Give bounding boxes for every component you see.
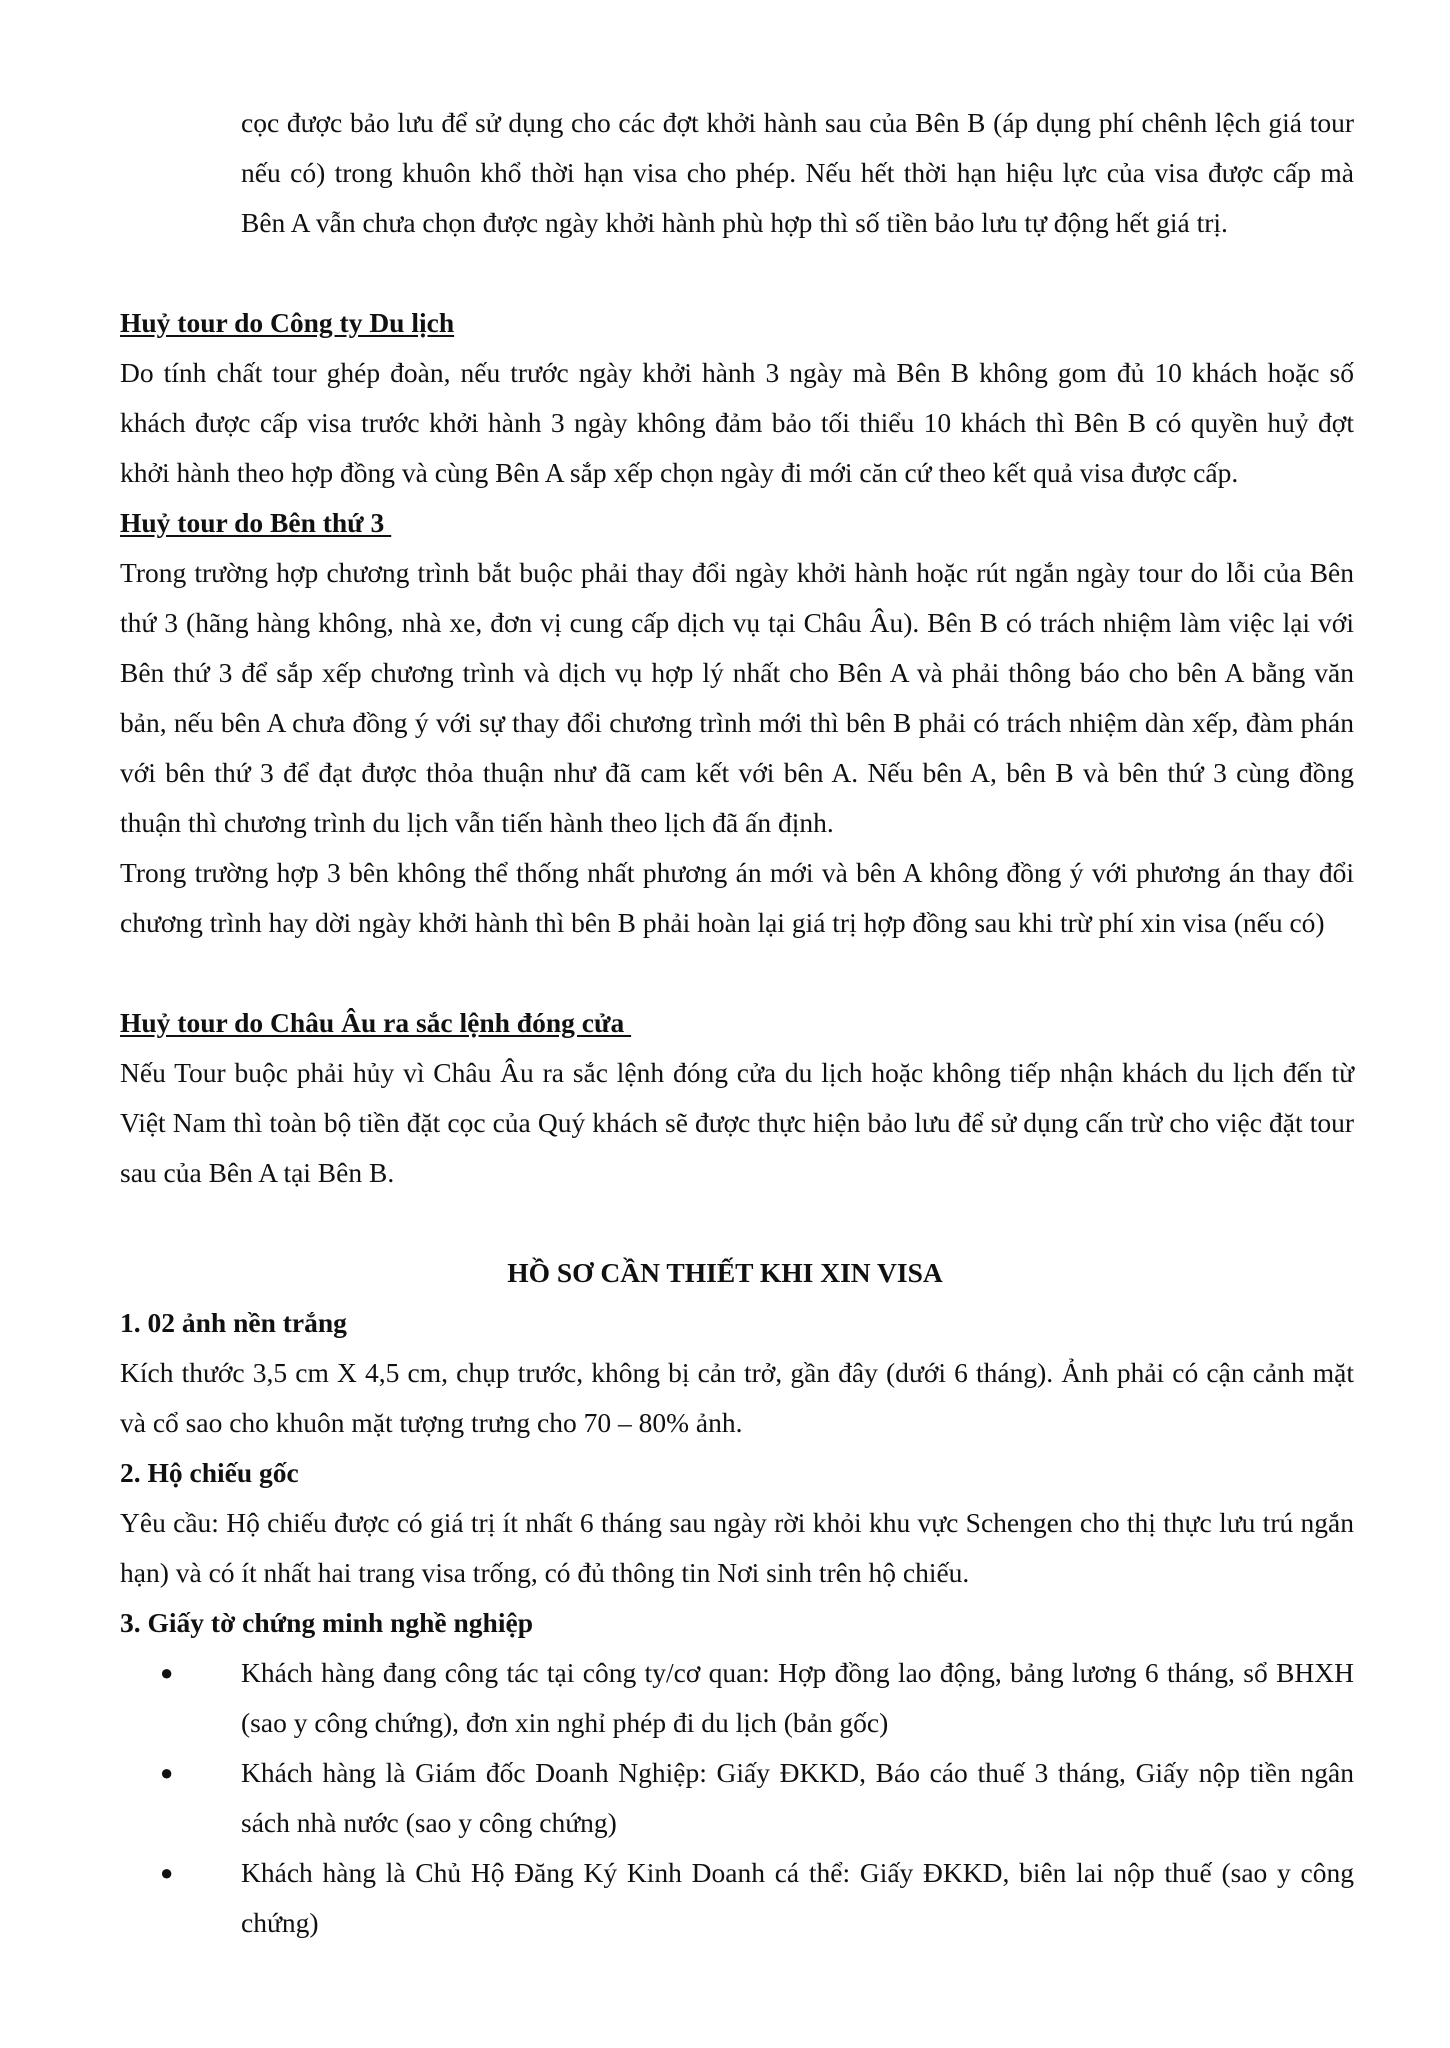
europe-cancel-paragraph: Nếu Tour buộc phải hủy vì Châu Âu ra sắc lệnh đóng cửa du lịch hoặc không tiếp nhận khách du lịch đến từ Việt Nam thì toàn bộ tiền đặt cọc của Quý khách sẽ được thực hiện bảo lưu để sử dụng cấn trừ cho việc đặt tour sau của Bên A tại Bên B. — [120, 1057, 1354, 1188]
europe-cancel-heading: Huỷ tour do Châu Âu ra sắc lệnh đóng cửa — [120, 1007, 632, 1038]
passport-heading: 2. Hộ chiếu gốc — [120, 1457, 299, 1488]
photo-paragraph: Kích thước 3,5 cm X 4,5 cm, chụp trước, không bị cản trở, gần đây (dưới 6 tháng). Ảnh phải có cận cảnh mặt và cổ sao cho khuôn mặt tượng trưng cho 70 – 80% ảnh. — [120, 1357, 1354, 1438]
third-party-cancel-paragraph-2: Trong trường hợp 3 bên không thể thống nhất phương án mới và bên A không đồng ý với phương án thay đổi chương trình hay dời ngày khởi hành thì bên B phải hoàn lại giá trị hợp đồng sau khi trừ phí xin visa (nếu có) — [120, 857, 1354, 938]
intro-paragraph: cọc được bảo lưu để sử dụng cho các đợt khởi hành sau của Bên B (áp dụng phí chênh lệch giá tour nếu có) trong khuôn khổ thời hạn visa cho phép. Nếu hết thời hạn hiệu lực của visa được cấp mà Bên A vẫn chưa chọn được ngày khởi hành phù hợp thì số tiền bảo lưu tự động hết giá trị. — [241, 107, 1354, 238]
list-item-director: Khách hàng là Giám đốc Doanh Nghiệp: Giấy ĐKKD, Báo cáo thuế 3 tháng, Giấy nộp tiền ngân sách nhà nước (sao y công chứng) — [241, 1757, 1354, 1838]
list-bullet: ● — [160, 1660, 174, 1685]
visa-section-title: HỒ SƠ CẦN THIẾT KHI XIN VISA — [507, 1257, 943, 1288]
third-party-cancel-heading: Huỷ tour do Bên thứ 3 — [120, 507, 392, 538]
list-item-household-business: Khách hàng là Chủ Hộ Đăng Ký Kinh Doanh cá thể: Giấy ĐKKD, biên lai nộp thuế (sao y công chứng) — [241, 1857, 1354, 1938]
job-proof-heading: 3. Giấy tờ chứng minh nghề nghiệp — [120, 1607, 533, 1638]
photo-heading: 1. 02 ảnh nền trắng — [120, 1307, 347, 1338]
company-cancel-paragraph: Do tính chất tour ghép đoàn, nếu trước ngày khởi hành 3 ngày mà Bên B không gom đủ 10 khách hoặc số khách được cấp visa trước khởi hành 3 ngày không đảm bảo tối thiểu 10 khách thì Bên B có quyền huỷ đợt khởi hành theo hợp đồng và cùng Bên A sắp xếp chọn ngày đi mới căn cứ theo kết quả visa được cấp. — [120, 357, 1354, 488]
passport-paragraph: Yêu cầu: Hộ chiếu được có giá trị ít nhất 6 tháng sau ngày rời khỏi khu vực Schengen cho thị thực lưu trú ngắn hạn) và có ít nhất hai trang visa trống, có đủ thông tin Nơi sinh trên hộ chiếu. — [120, 1507, 1354, 1588]
list-bullet: ● — [160, 1760, 174, 1785]
list-item-employee: Khách hàng đang công tác tại công ty/cơ quan: Hợp đồng lao động, bảng lương 6 tháng, sổ BHXH (sao y công chứng), đơn xin nghỉ phép đi du lịch (bản gốc) — [241, 1657, 1354, 1738]
company-cancel-heading: Huỷ tour do Công ty Du lịch — [120, 307, 455, 338]
list-bullet: ● — [160, 1860, 174, 1885]
third-party-cancel-paragraph-1: Trong trường hợp chương trình bắt buộc phải thay đổi ngày khởi hành hoặc rút ngắn ngày tour do lỗi của Bên thứ 3 (hãng hàng không, nhà xe, đơn vị cung cấp dịch vụ tại Châu Âu). Bên B có trách nhiệm làm việc lại với Bên thứ 3 để sắp xếp chương trình và dịch vụ hợp lý nhất cho Bên A và phải thông báo cho bên A bằng văn bản, nếu bên A chưa đồng ý với sự thay đổi chương trình mới thì bên B phải có trách nhiệm dàn xếp, đàm phán với bên thứ 3 để đạt được thỏa thuận như đã cam kết với bên A. Nếu bên A, bên B và bên thứ 3 cùng đồng thuận thì chương trình du lịch vẫn tiến hành theo lịch đã ấn định. — [120, 557, 1354, 838]
